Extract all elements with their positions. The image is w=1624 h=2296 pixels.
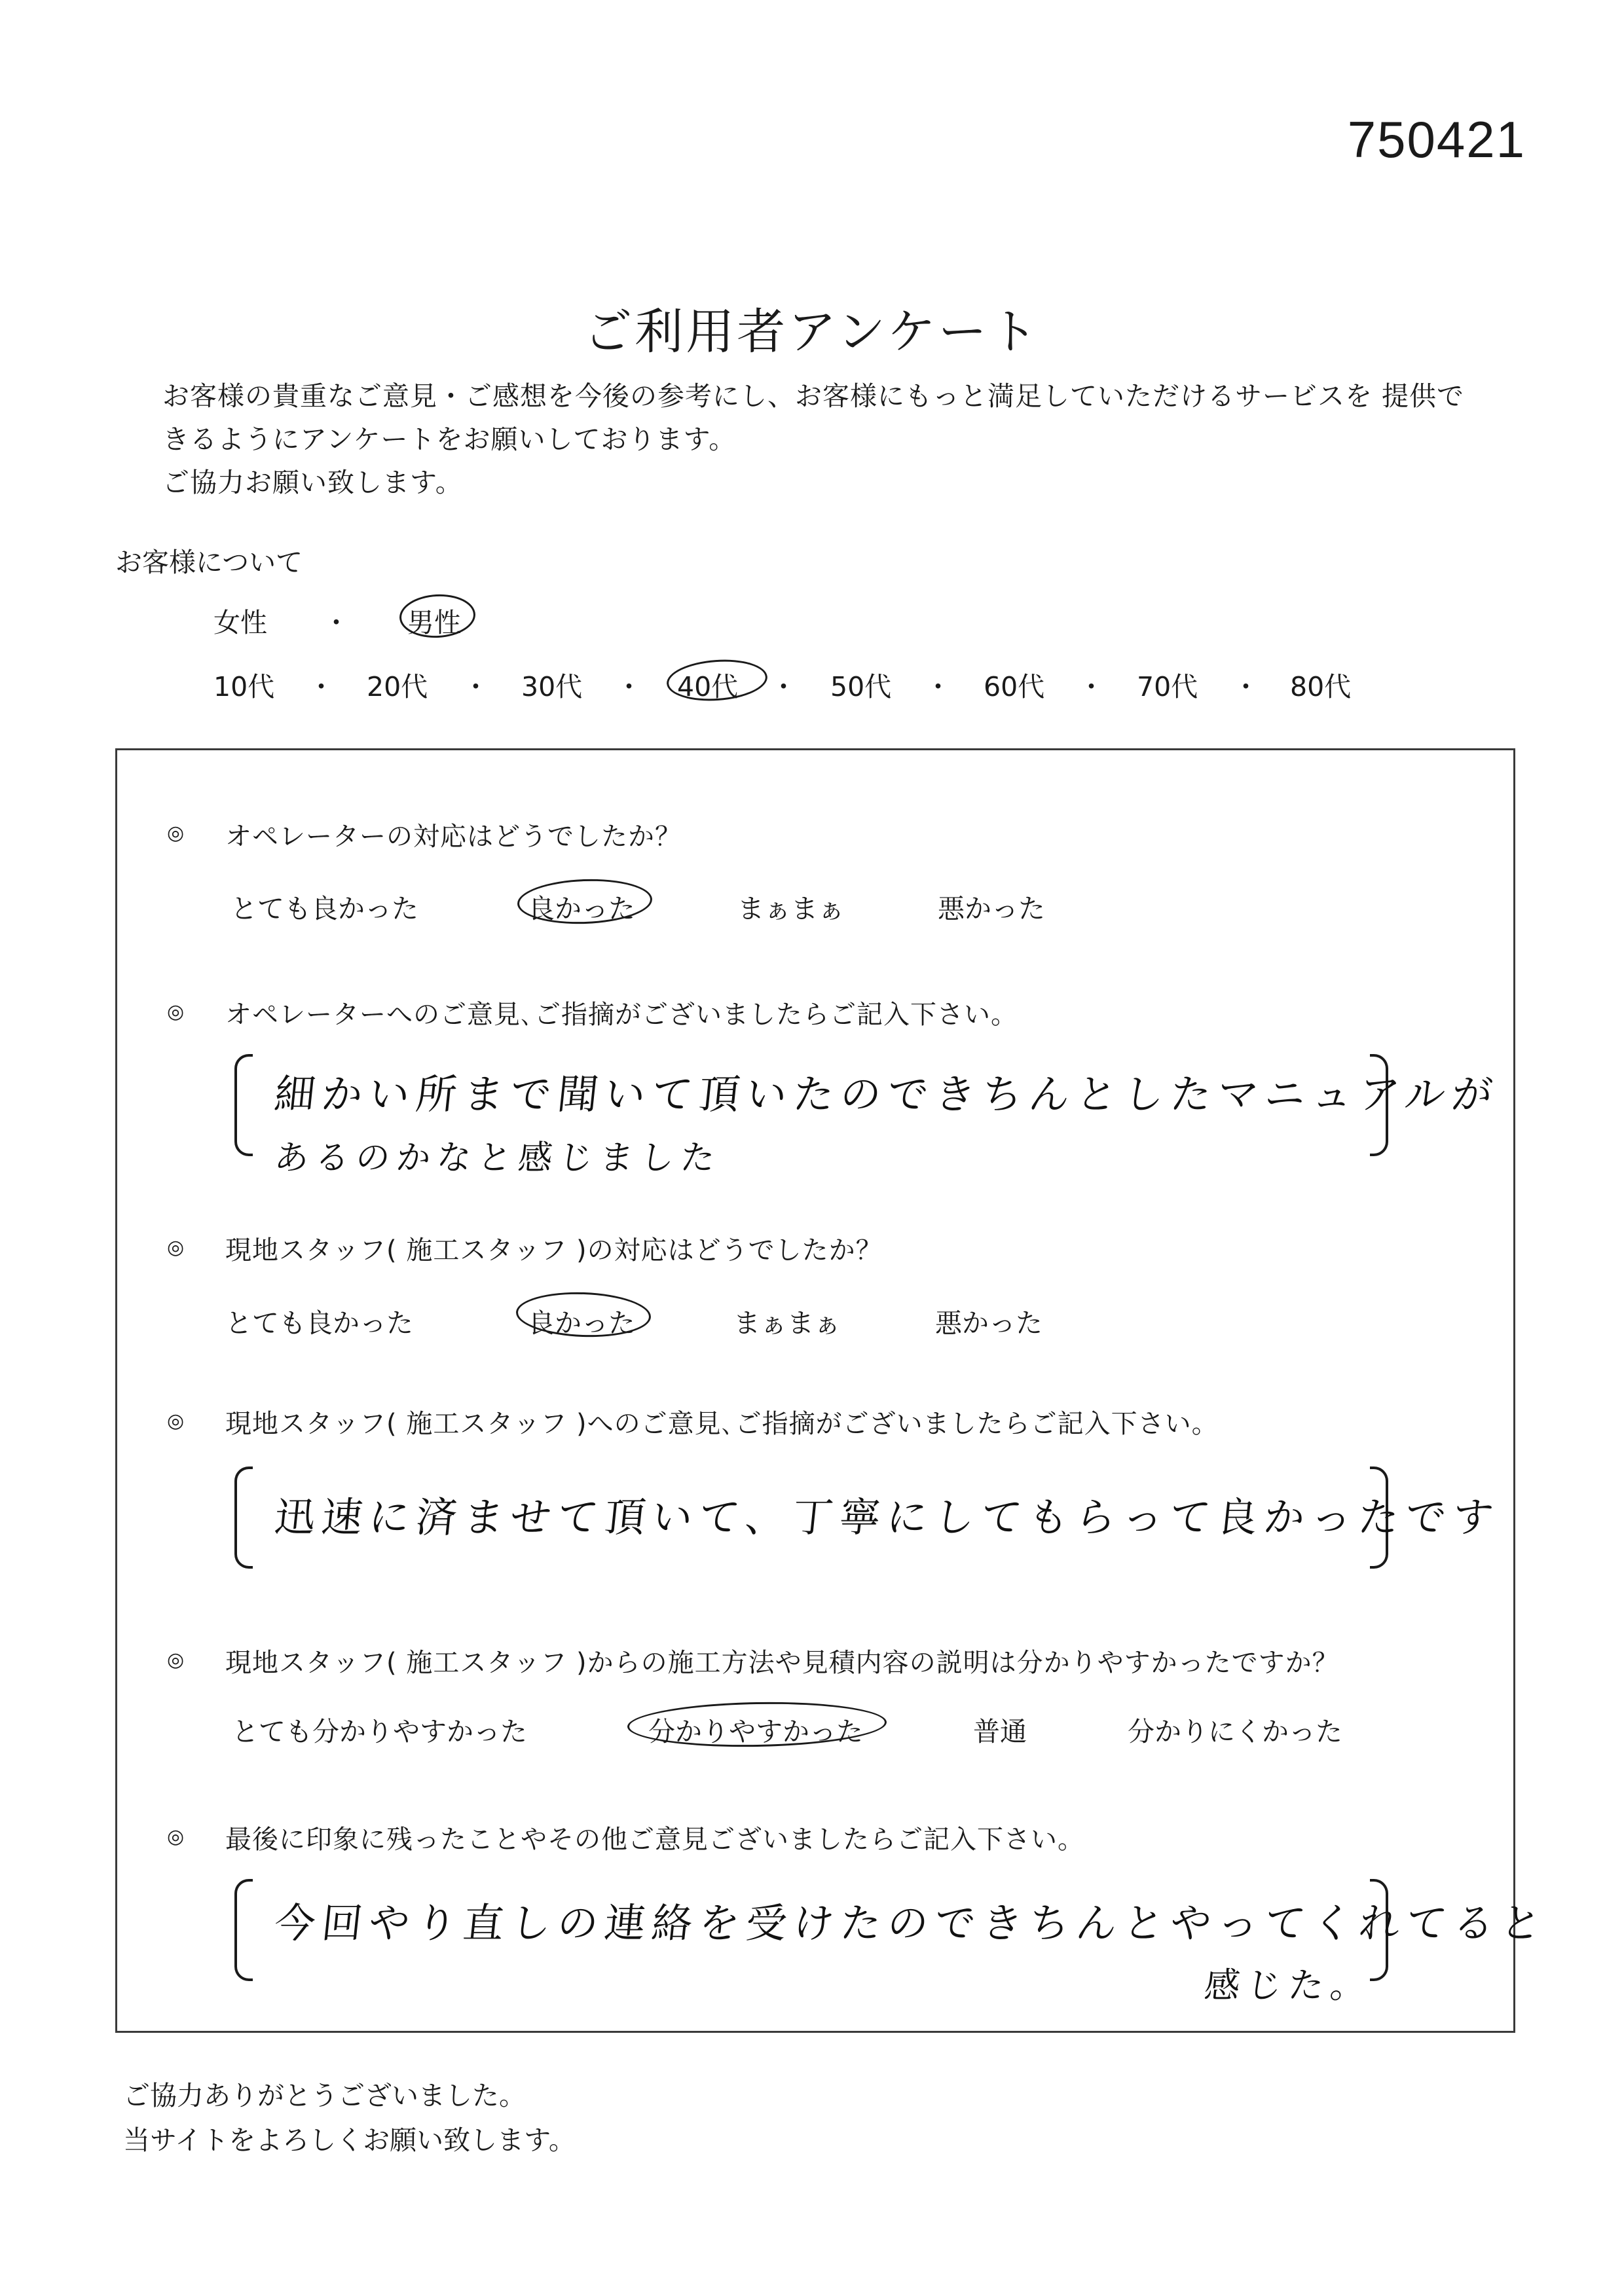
closing-thanks: ご協力ありがとうございました。 (123, 2080, 526, 2111)
survey-title: ご利用者アンケート (583, 304, 1041, 360)
age-option-30s[interactable]: 30代 (521, 671, 583, 702)
option-very-clear[interactable]: とても分かりやすかった (232, 1716, 527, 1747)
option-normal[interactable]: 普通 (973, 1716, 1027, 1747)
intro-line: お客様の貴重なご意見・ご感想を今後の参考にし、お客様にもっと満足していただけるサービスを 提供で (162, 380, 1465, 412)
separator: ・ (770, 671, 797, 702)
option-good[interactable]: 良かった (528, 893, 635, 924)
age-option-40s[interactable]: 40代 (677, 671, 739, 702)
handwritten-answer-line: 細かい所まで聞いて頂いたのできちんとしたマニュアルが (272, 1070, 1502, 1118)
handwritten-answer-line: 今回やり直しの連絡を受けたのできちんとやってくれてると (272, 1899, 1551, 1947)
option-very-good[interactable]: とても良かった (231, 893, 418, 924)
option-clear[interactable]: 分かりやすかった (648, 1716, 863, 1747)
age-options (0, 665, 1624, 704)
separator: ・ (462, 671, 489, 702)
gender-options (0, 601, 1624, 640)
handwritten-answer-line: 感じた。 (1202, 1965, 1375, 2006)
answer-bracket-left (234, 1879, 253, 1981)
question-bullet: ◎ (167, 1649, 185, 1671)
question-bullet: ◎ (167, 1410, 185, 1432)
option-bad[interactable]: 悪かった (935, 1307, 1043, 1339)
gender-option-female[interactable]: 女性 (213, 607, 267, 638)
question-4-text: 現地スタッフ( 施工スタッフ )へのご意見､ご指摘がございましたらご記入下さい。 (225, 1409, 1219, 1439)
document-id: 750421 (1347, 111, 1526, 168)
question-6-text: 最後に印象に残ったことやその他ご意見ございましたらご記入下さい。 (225, 1825, 1084, 1855)
question-bullet: ◎ (167, 1236, 185, 1259)
separator: ・ (323, 607, 350, 638)
age-option-80s[interactable]: 80代 (1290, 671, 1352, 702)
option-good[interactable]: 良かった (528, 1307, 635, 1339)
age-option-50s[interactable]: 50代 (830, 671, 892, 702)
age-option-20s[interactable]: 20代 (367, 671, 428, 702)
question-5-text: 現地スタッフ( 施工スタッフ )からの施工方法や見積内容の説明は分かりやすかったですか？ (225, 1648, 1339, 1678)
handwritten-answer-line: 迅速に済ませて頂いて、丁寧にしてもらって良かったです (272, 1493, 1503, 1541)
question-bullet: ◎ (167, 1000, 185, 1023)
question-bullet: ◎ (167, 822, 185, 845)
question-1-options (0, 887, 1624, 926)
separator: ・ (1232, 671, 1259, 702)
separator: ・ (1078, 671, 1105, 702)
gender-option-male[interactable]: 男性 (407, 607, 461, 638)
intro-line: きるようにアンケートをお願いしております。 (162, 424, 737, 455)
age-option-70s[interactable]: 70代 (1137, 671, 1198, 702)
intro-line: ご協力お願い致します。 (162, 467, 463, 498)
option-average[interactable]: まぁまぁ (733, 1307, 841, 1339)
question-bullet: ◎ (167, 1825, 185, 1848)
question-3-text: 現地スタッフ( 施工スタッフ )の対応はどうでしたか？ (225, 1235, 883, 1266)
closing-request: 当サイトをよろしくお願い致します。 (123, 2124, 576, 2156)
option-bad[interactable]: 悪かった (938, 893, 1045, 924)
separator: ・ (308, 671, 335, 702)
answer-bracket-left (234, 1467, 253, 1569)
intro-text (162, 374, 1464, 504)
option-very-good[interactable]: とても良かった (225, 1307, 413, 1339)
handwritten-answer-line: あるのかなと感じました (272, 1139, 724, 1178)
question-2-text: オペレーターへのご意見､ご指摘がございましたらご記入下さい。 (225, 1000, 1018, 1030)
separator: ・ (616, 671, 642, 702)
age-option-60s[interactable]: 60代 (984, 671, 1045, 702)
customer-section-label: お客様について (115, 547, 303, 578)
separator: ・ (925, 671, 951, 702)
answer-bracket-left (234, 1054, 253, 1156)
option-unclear[interactable]: 分かりにくかった (1128, 1716, 1342, 1747)
question-1-text: オペレーターの対応はどうでしたか？ (225, 822, 682, 852)
option-average[interactable]: まぁまぁ (737, 893, 845, 924)
question-5-options (0, 1710, 1624, 1749)
age-option-10s[interactable]: 10代 (213, 671, 275, 702)
question-3-options (0, 1302, 1624, 1341)
